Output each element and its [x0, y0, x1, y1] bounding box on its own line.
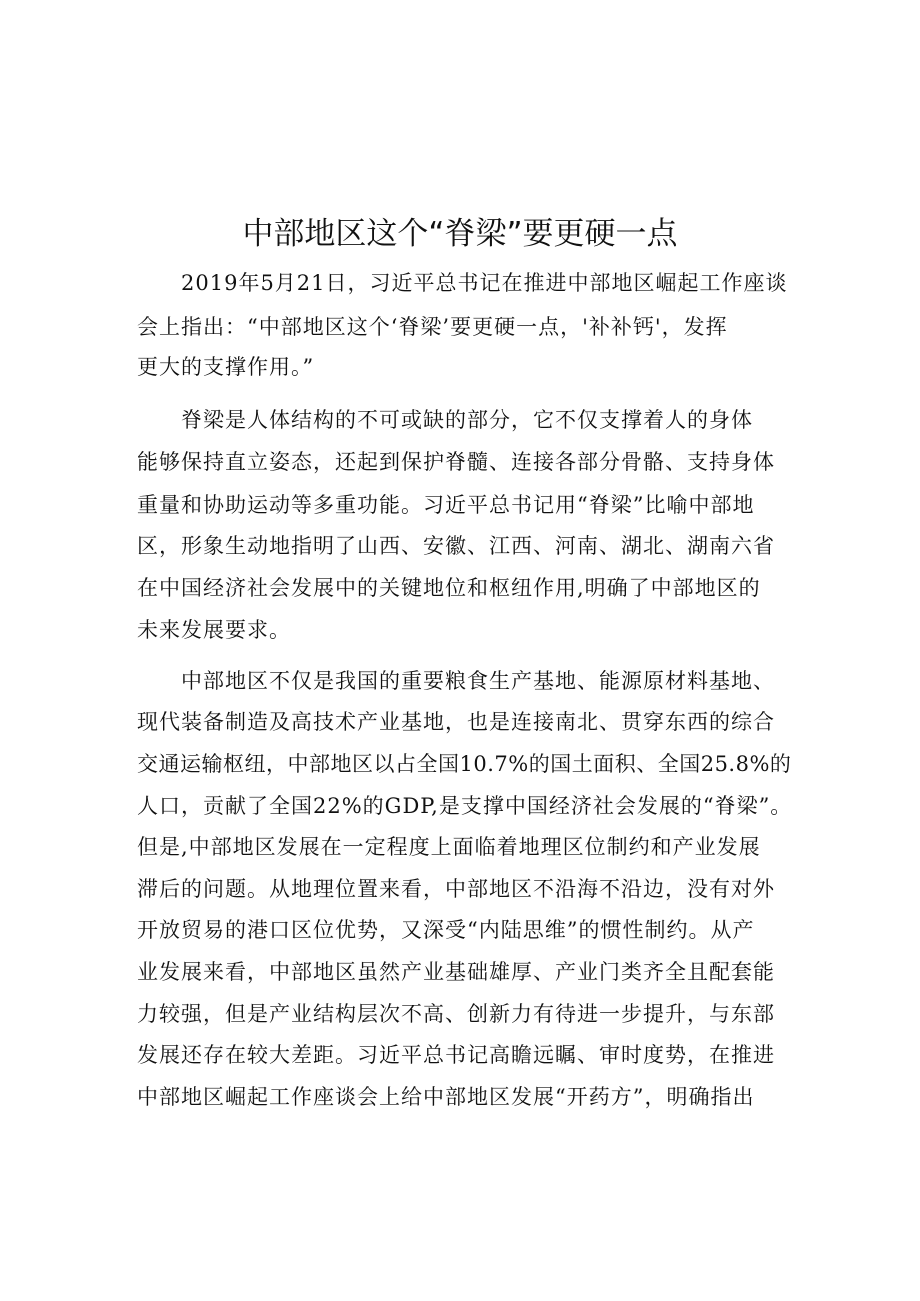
paragraph-line: 区，形象生动地指明了山西、安徽、江西、河南、湖北、湖南六省	[137, 534, 775, 558]
paragraph-line: 在中国经济社会发展中的关键地位和枢纽作用,明确了中部地区的	[137, 576, 761, 600]
paragraph-line: 未来发展要求。	[137, 618, 291, 642]
paragraph-line: 力较强，但是产业结构层次不高、创新力有待进一步提升，与东部	[137, 1002, 775, 1026]
paragraph-line: 会上指出：“中部地区这个‘脊梁’要更硬一点，'补补钙'，发挥	[137, 315, 728, 339]
paragraph-line: 中部地区不仅是我国的重要粮食生产基地、能源原材料基地、	[181, 669, 775, 693]
paragraph-line: 更大的支撑作用。”	[137, 355, 315, 379]
paragraph-line: 2019年5月21日，习近平总书记在推进中部地区崛起工作座谈	[181, 271, 788, 295]
paragraph-line: 发展还存在较大差距。习近平总书记高瞻远瞩、审时度势，在推进	[137, 1043, 775, 1067]
paragraph-line: 中部地区崛起工作座谈会上给中部地区发展“开药方”，明确指出	[137, 1085, 755, 1109]
paragraph-line: 现代装备制造及高技术产业基地，也是连接南北、贯穿东西的综合	[137, 710, 775, 734]
paragraph-line: 滞后的问题。从地理位置来看，中部地区不沿海不沿边，没有对外	[137, 877, 775, 901]
paragraph-line: 脊梁是人体结构的不可或缺的部分，它不仅支撑着人的身体	[181, 408, 753, 432]
paragraph-line: 业发展来看，中部地区虽然产业基础雄厚、产业门类齐全且配套能	[137, 960, 775, 984]
paragraph-line: 交通运输枢纽，中部地区以占全国10.7%的国土面积、全国25.8%的	[137, 752, 792, 776]
paragraph-line: 开放贸易的港口区位优势，又深受“内陆思维”的惯性制约。从产	[137, 918, 755, 942]
paragraph-line: 能够保持直立姿态，还起到保护脊髓、连接各部分骨骼、支持身体	[137, 450, 775, 474]
paragraph-line: 但是,中部地区发展在一定程度上面临着地理区位制约和产业发展	[137, 835, 761, 859]
paragraph-line: 重量和协助运动等多重功能。习近平总书记用“脊梁”比喻中部地	[137, 493, 755, 517]
document-title: 中部地区这个“脊梁”要更硬一点	[242, 216, 678, 252]
paragraph-line: 人口，贡献了全国22%的GDP,是支撑中国经济社会发展的“脊梁”。	[137, 794, 793, 818]
